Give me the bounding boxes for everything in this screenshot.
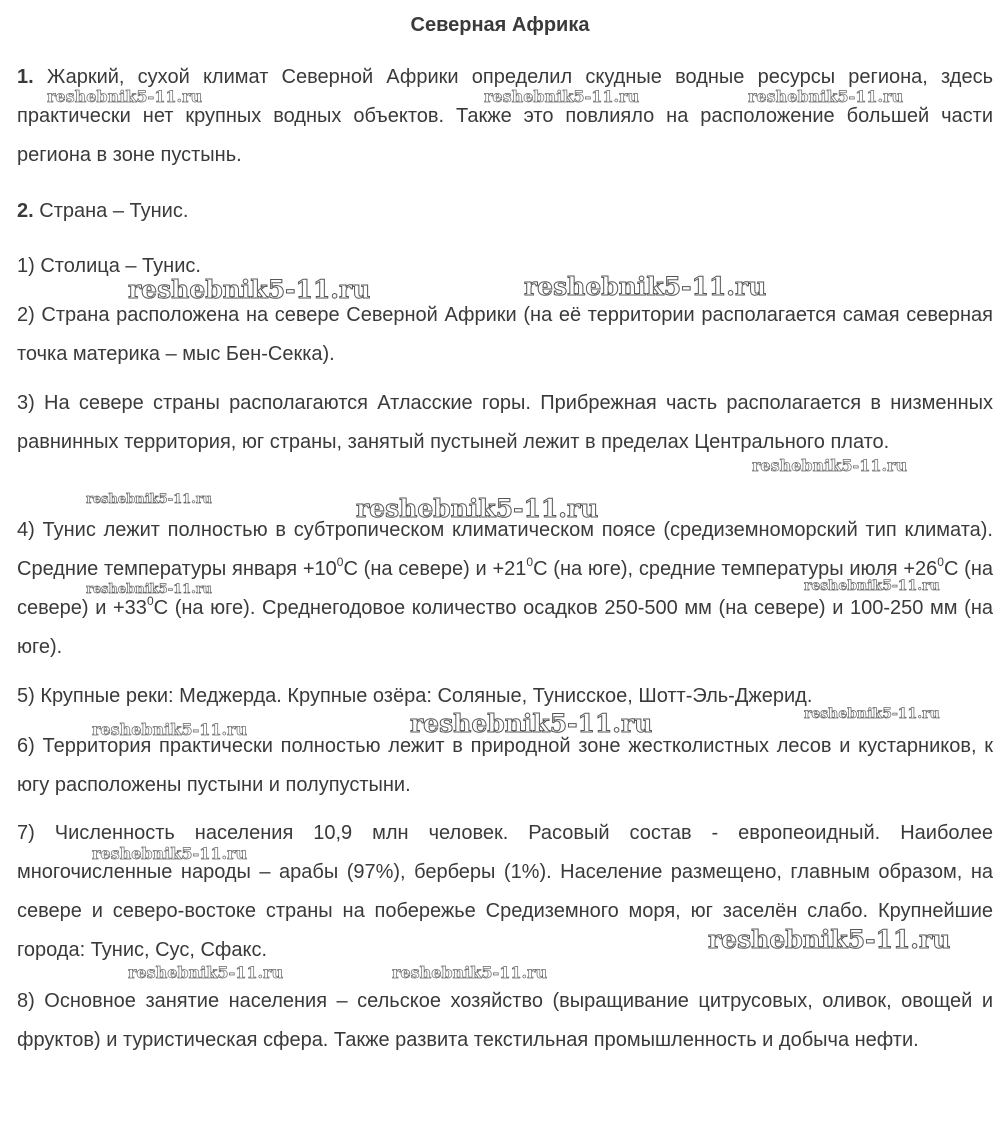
climate-text: 4) Тунис лежит полностью в субтропическом климатическом поясе (средиземноморский тип климата). Средние температуры января +10 [17,519,993,580]
item-2-location: 2) Страна расположена на севере Северной Африки (на её территории располагается самая северная точка материка – мыс Бен-Секка). [17,304,993,365]
watermark: reshebnik5-11.ru [86,492,213,507]
climate-text: С (на севере) и +21 [343,558,527,580]
watermark: reshebnik5-11.ru [484,87,640,106]
climate-text: С (на севере) и +33 [17,558,994,619]
watermark: reshebnik5-11.ru [804,578,940,594]
item-5-water: 5) Крупные реки: Меджерда. Крупные озёра: Соляные, Тунисское, Шотт-Эль-Джерид. [17,685,813,707]
paragraph-2 [17,192,993,231]
watermark: reshebnik5-11.ru [752,456,908,475]
watermark: reshebnik5-11.ru [92,844,248,863]
degree-mark: 0 [336,555,344,569]
degree-mark: 0 [146,594,154,608]
watermark: reshebnik5-11.ru [410,709,653,738]
watermark: reshebnik5-11.ru [708,925,951,954]
watermark: reshebnik5-11.ru [804,706,940,722]
item-6-nature: 6) Территория практически полностью лежит в природной зоне жестколистных лесов и кустарников, к югу расположены пустыни и полупустыни. [17,735,993,796]
watermark: reshebnik5-11.ru [92,720,248,739]
paragraph-text: Жаркий, сухой климат Северной Африки определил скудные водные ресурсы региона, здесь практически нет крупных водных объектов. Также это повлияло на расположение большей части региона в зоне пустынь. [17,66,993,166]
item-3-relief: 3) На севере страны располагаются Атласские горы. Прибрежная часть располагается в низменных равнинных территория, юг страны, занятый пустыней лежит в пределах Центрального плато. [17,392,993,453]
watermark: reshebnik5-11.ru [524,272,767,301]
watermark: reshebnik5-11.ru [392,963,548,982]
item-7-population: 7) Численность населения 10,9 млн человек. Расовый состав - европеоидный. Наиболее многочисленные народы – арабы (97%), берберы (1%). Население размещено, главным образом, на севере и северо-востоке страны на побережье Средиземного моря, юг заселён слабо. Крупнейшие города: Тунис, Сус, Сфакс. [17,822,993,961]
degree-mark: 0 [937,555,944,569]
item-4-climate [17,511,993,667]
watermark: reshebnik5-11.ru [128,963,284,982]
watermark: reshebnik5-11.ru [748,87,904,106]
watermark: reshebnik5-11.ru [128,275,371,304]
paragraph-1 [17,58,993,175]
watermark: reshebnik5-11.ru [86,582,213,597]
climate-text: С (на юге), средние температуры июля +26 [533,558,938,580]
item-8-economy: 8) Основное занятие населения – сельское хозяйство (выращивание цитрусовых, оливок, овощей и фруктов) и туристическая сфера. Также развита текстильная промышленность и добыча нефти. [17,990,993,1051]
paragraph-text: Страна – Тунис. [39,200,189,222]
watermark: reshebnik5-11.ru [47,87,203,106]
page-title: Северная Африка [410,14,590,36]
item-1-capital: 1) Столица – Тунис. [17,255,201,277]
climate-text: С (на юге). Среднегодовое количество осадков 250-500 мм (на севере) и 100-250 мм (на юге). [17,597,994,658]
watermark: reshebnik5-11.ru [356,494,599,523]
paragraph-number: 2. [17,200,34,222]
paragraph-number: 1. [17,66,34,88]
degree-mark: 0 [526,555,534,569]
